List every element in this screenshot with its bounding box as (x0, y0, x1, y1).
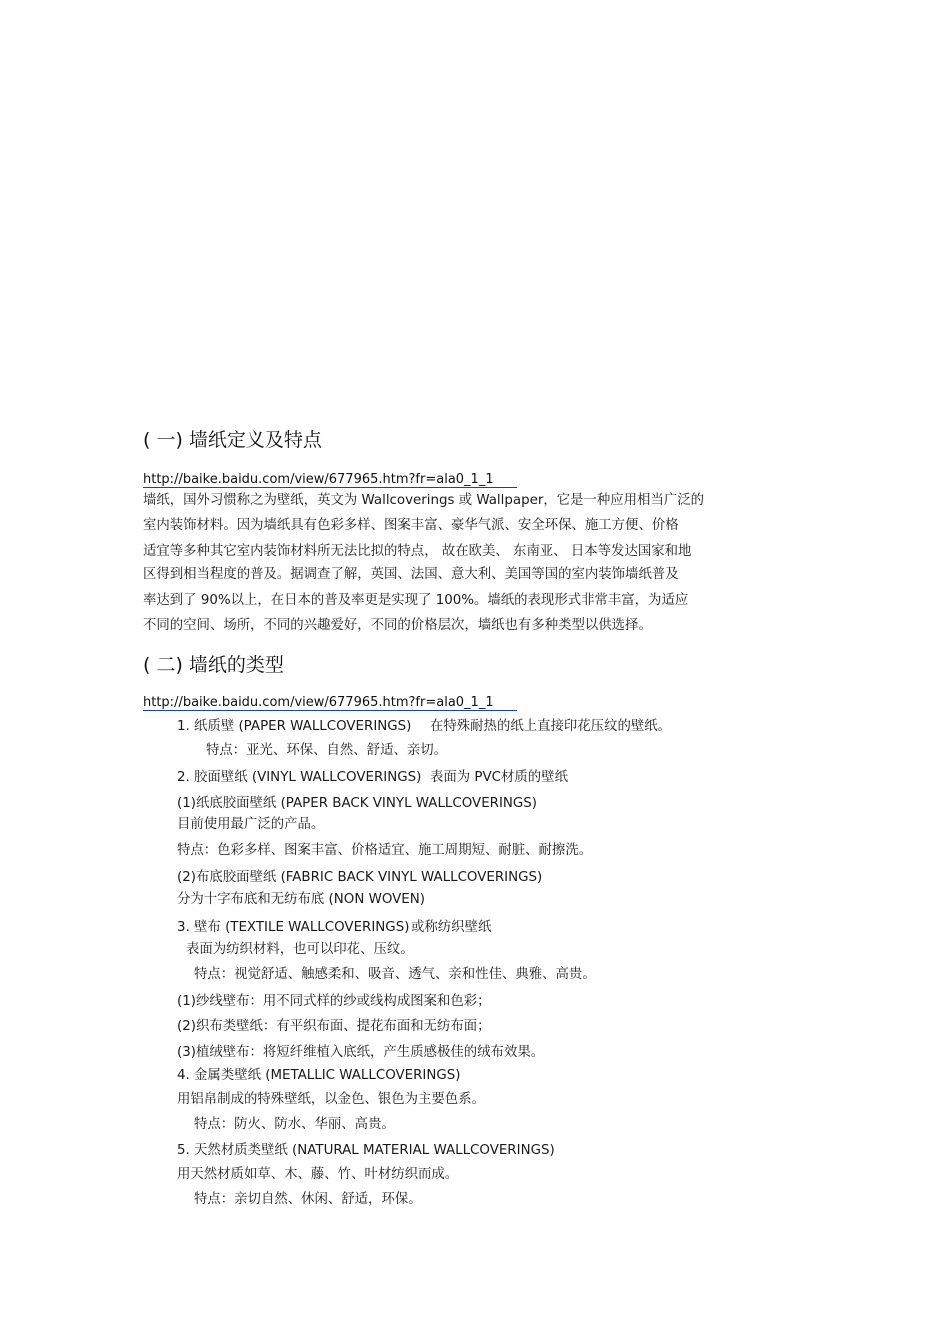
link-underline-1 (143, 487, 517, 488)
link-underline-2 (143, 710, 517, 711)
section-heading-types: ( 二) 墙纸的类型 (143, 654, 284, 676)
list-item-desc: 表面为 PVC材质的壁纸 (430, 770, 568, 785)
list-item-feature: 特点：亲切自然、休闲、舒适，环保。 (194, 1192, 422, 1207)
list-subitem-desc: 目前使用最广泛的产品。 (177, 817, 325, 832)
list-subitem: (2)织布类壁纸：有平织布面、提花布面和无纺布面； (177, 1019, 491, 1034)
paragraph-line: 适宜等多种其它室内装饰材料所无法比拟的特点， 故在欧美、 东南亚、 日本等发达国家和地 (143, 544, 692, 559)
list-item-feature: 特点：视觉舒适、触感柔和、吸音、透气、亲和性佳、典雅、高贵。 (194, 967, 596, 982)
list-item-feature: 特点：亚光、环保、自然、舒适、亲切。 (206, 743, 448, 758)
list-item-desc: 或称纺织壁纸 (411, 920, 492, 935)
list-subitem-feature: 特点：色彩多样、图案丰富、价格适宜、施工周期短、耐脏、耐擦洗。 (177, 843, 593, 858)
list-item-feature: 特点：防火、防水、华丽、高贵。 (194, 1117, 395, 1132)
list-subitem: (2)布底胶面壁纸 (FABRIC BACK VINYL WALLCOVERINGS) (177, 870, 543, 885)
list-item-desc: 在特殊耐热的纸上直接印花压纹的壁纸。 (430, 719, 672, 734)
reference-link-1[interactable]: http://baike.baidu.com/view/677965.htm?fr=ala0_1_1 (143, 472, 494, 487)
paragraph-line: 率达到了 90%以上，在日本的普及率更是实现了 100%。墙纸的表现形式非常丰富，为适应 (143, 593, 689, 608)
paragraph-line: 墙纸，国外习惯称之为壁纸，英文为 Wallcoverings 或 Wallpaper，它是一种应用相当广泛的 (143, 493, 705, 508)
paragraph-line: 不同的空间、场所，不同的兴趣爱好，不同的价格层次，墙纸也有多种类型以供选择。 (143, 618, 652, 633)
paragraph-line: 区得到相当程度的普及。据调查了解，英国、法国、意大利、美国等国的室内装饰墙纸普及 (143, 567, 679, 582)
list-item-title: 4. 金属类壁纸 (METALLIC WALLCOVERINGS) (177, 1068, 461, 1083)
list-item-desc: 用天然材质如草、木、藤、竹、叶材纺织而成。 (177, 1167, 459, 1182)
list-subitem-desc: 分为十字布底和无纺布底 (NON WOVEN) (177, 892, 426, 907)
reference-link-2[interactable]: http://baike.baidu.com/view/677965.htm?fr=ala0_1_1 (143, 695, 494, 710)
list-item-desc: 用铝帛制成的特殊壁纸，以金色、银色为主要色系。 (177, 1092, 485, 1107)
list-item-title: 5. 天然材质类壁纸 (NATURAL MATERIAL WALLCOVERINGS) (177, 1143, 555, 1158)
paragraph-line: 室内装饰材料。因为墙纸具有色彩多样、图案丰富、豪华气派、安全环保、施工方便、价格 (143, 518, 679, 533)
list-subitem: (3)植绒壁布：将短纤维植入底纸，产生质感极佳的绒布效果。 (177, 1045, 545, 1060)
list-item-title: 3. 壁布 (TEXTILE WALLCOVERINGS) (177, 920, 410, 935)
list-subitem: (1)纱线壁布：用不同式样的纱或线构成图案和色彩； (177, 994, 491, 1009)
list-subitem: (1)纸底胶面壁纸 (PAPER BACK VINYL WALLCOVERINGS) (177, 796, 538, 811)
list-item-title: 2. 胶面壁纸 (VINYL WALLCOVERINGS) (177, 770, 422, 785)
list-item-desc: 表面为纺织材料，也可以印花、压纹。 (186, 942, 414, 957)
list-item-title: 1. 纸质壁 (PAPER WALLCOVERINGS) (177, 719, 412, 734)
section-heading-definition: ( 一) 墙纸定义及特点 (143, 429, 322, 451)
